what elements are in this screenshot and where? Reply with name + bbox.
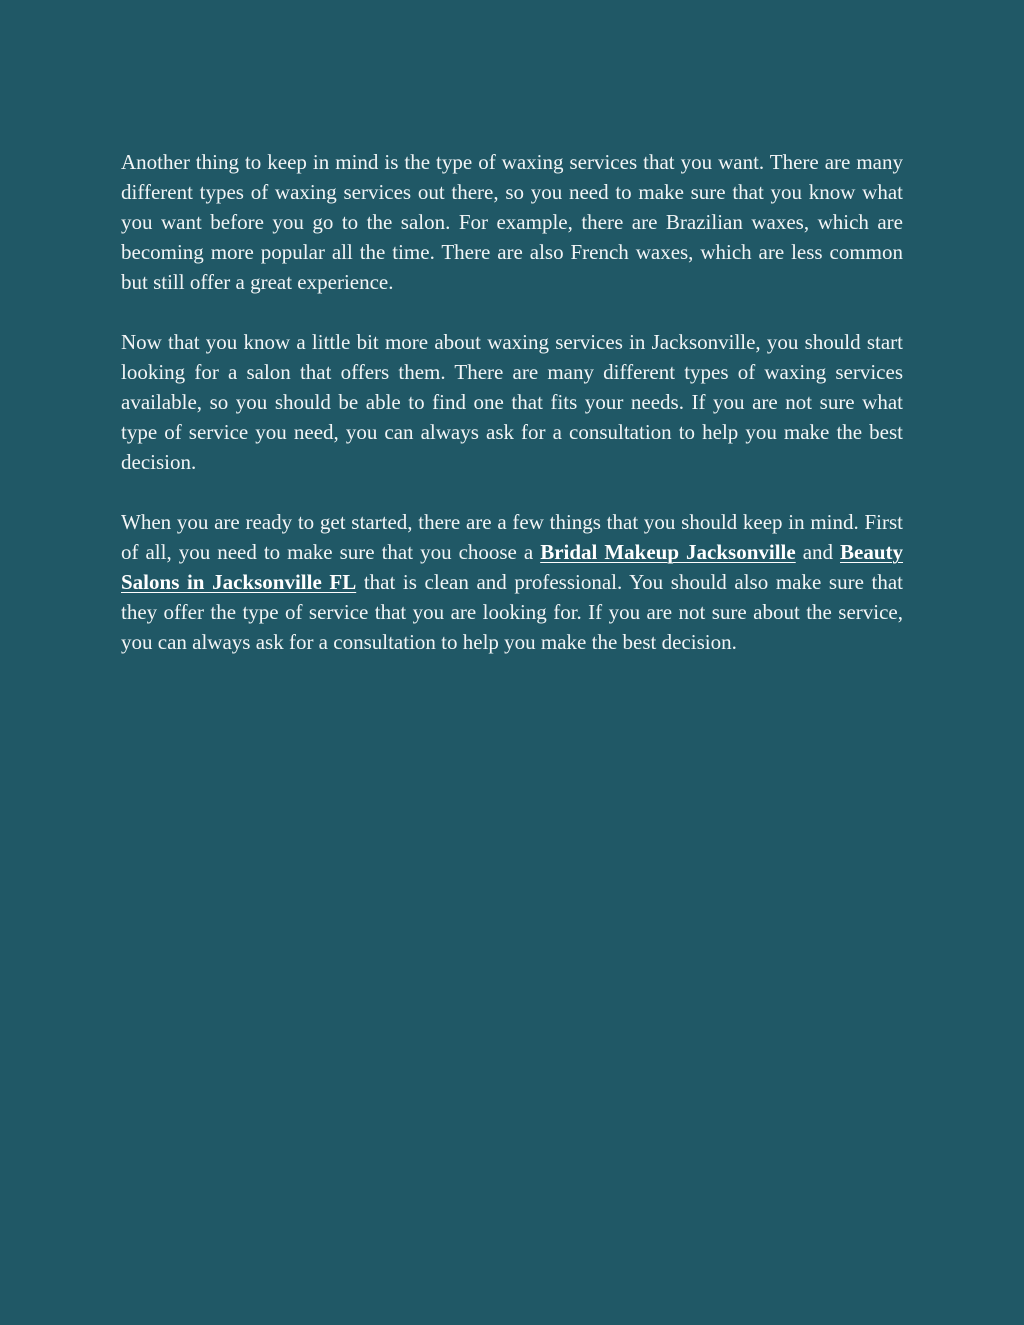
- paragraph-text: When you are ready to get started, there are a few things that you should keep in mind. First of all, you need to make sure that you choose a: [121, 510, 903, 564]
- paragraph-text: that is clean and professional. You should also make sure that they offer the type of service that you are looking for. If you are not sure about the service, you can always ask for a consultation to help you make the best decision.: [121, 570, 903, 654]
- paragraph-text: and: [795, 540, 841, 564]
- paragraph-waxing-types: Another thing to keep in mind is the type of waxing services that you want. There are many different types of waxing services out there, so you need to make sure that you know what you want before you go to the salon. For example, there are Brazilian waxes, which are becoming more popular all the time. There are also French waxes, which are less common but still offer a great experience.: [121, 150, 903, 294]
- document-body: [121, 147, 903, 687]
- paragraph-getting-started: [121, 507, 903, 657]
- beauty-salons-link[interactable]: Beauty Salons in Jacksonville FL: [121, 540, 904, 594]
- bridal-makeup-link[interactable]: Bridal Makeup Jacksonville: [540, 540, 796, 564]
- paragraph-finding-salon: Now that you know a little bit more about waxing services in Jacksonville, you should start looking for a salon that offers them. There are many different types of waxing services available, so you should be able to find one that fits your needs. If you are not sure what type of service you need, you can always ask for a consultation to help you make the best decision.: [121, 330, 903, 474]
